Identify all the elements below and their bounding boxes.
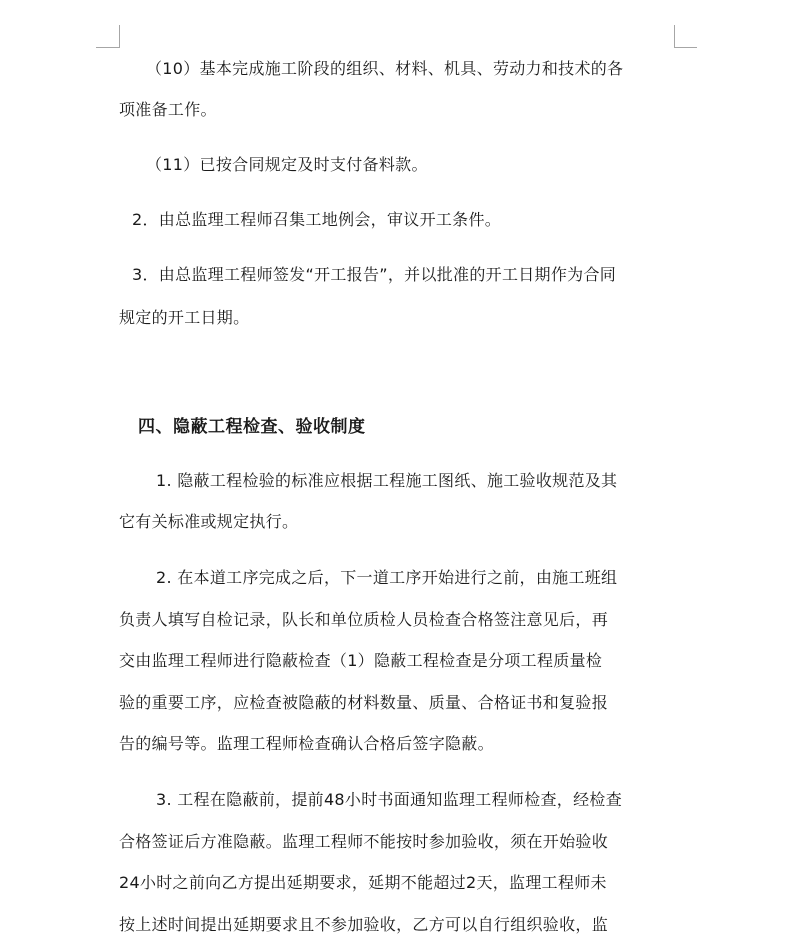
paragraph-line: 验的重要工序，应检查被隐蔽的材料数量、质量、合格证书和复验报: [119, 693, 609, 712]
margin-corner-mark-right: [674, 25, 697, 48]
paragraph-line: 负责人填写自检记录，队长和单位质检人员检查合格签注意见后，再: [119, 610, 609, 629]
section-heading: 四、隐蔽工程检查、验收制度: [138, 417, 366, 437]
paragraph-line: 2．由总监理工程师召集工地例会，审议开工条件。: [132, 210, 502, 229]
paragraph-line: 3. 工程在隐蔽前，提前48小时书面通知监理工程师检查，经检查: [156, 790, 623, 809]
paragraph-line: 按上述时间提出延期要求且不参加验收，乙方可以自行组织验收，监: [119, 915, 609, 934]
paragraph-line: （11）已按合同规定及时支付备料款。: [146, 155, 428, 174]
paragraph-line: 1. 隐蔽工程检验的标准应根据工程施工图纸、施工验收规范及其: [156, 471, 618, 490]
paragraph-line: 它有关标准或规定执行。: [119, 512, 299, 531]
paragraph-line: 项准备工作。: [119, 100, 217, 119]
paragraph-line: 24小时之前向乙方提出延期要求，延期不能超过2天，监理工程师未: [119, 873, 607, 892]
paragraph-line: 交由监理工程师进行隐蔽检查（1）隐蔽工程检查是分项工程质量检: [119, 651, 603, 670]
margin-corner-mark-left: [96, 25, 120, 48]
paragraph-line: （10）基本完成施工阶段的组织、材料、机具、劳动力和技术的各: [146, 59, 624, 78]
paragraph-line: 告的编号等。监理工程师检查确认合格后签字隐蔽。: [119, 734, 494, 753]
paragraph-line: 规定的开工日期。: [119, 308, 250, 327]
paragraph-line: 合格签证后方准隐蔽。监理工程师不能按时参加验收，须在开始验收: [119, 832, 609, 851]
paragraph-line: 3．由总监理工程师签发“开工报告”，并以批准的开工日期作为合同: [132, 265, 617, 284]
paragraph-line: 2. 在本道工序完成之后，下一道工序开始进行之前，由施工班组: [156, 568, 618, 587]
